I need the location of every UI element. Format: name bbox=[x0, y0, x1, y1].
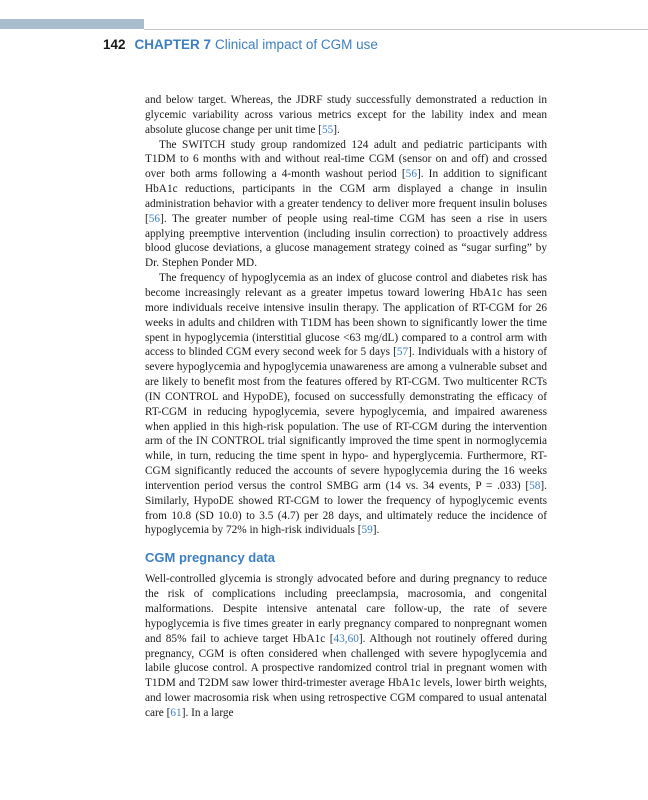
chapter-label: CHAPTER 7 bbox=[134, 37, 212, 52]
citation-link[interactable]: 43,60 bbox=[333, 632, 359, 645]
text-run: ]. Individuals with a history of severe hypoglycemia and hypoglycemia unawareness are among a vulnerable subset and are likely to benefit most from the features offered by RT-CGM. Two multicenter RCTs (IN CONTROL and HypoDE), focused on successfully demonstrating the efficacy of RT-CGM in reducing hypoglycemia, severe hypoglycemia, and impaired awareness when applied in this high-risk population. The use of RT-CGM during the intervention arm of the IN CONTROL trial significantly improved the time spent in normoglycemia while, in turn, reducing the time spent in hypo- and hyperglycemia. Furthermore, RT-CGM significantly reduced the accounts of severe hypoglycemia during the 16 weeks intervention period versus the control SMBG arm (14 vs. 34 events, P = .033) [ bbox=[145, 346, 547, 492]
text-run: ]. bbox=[333, 123, 340, 136]
main-text bbox=[145, 93, 547, 721]
paragraph bbox=[145, 572, 547, 720]
paragraph bbox=[145, 271, 547, 538]
section-heading: CGM pregnancy data bbox=[145, 550, 276, 566]
citation-link[interactable]: 58 bbox=[529, 479, 541, 492]
running-header bbox=[103, 36, 378, 54]
text-run: ]. In a large bbox=[181, 706, 234, 719]
text-run: ]. In addition to significant HbA1c reductions, participants in the CGM arm displayed a change in insulin administration behavior with a greater tendency to deliver more frequent insulin boluses [ bbox=[145, 168, 547, 225]
citation-link[interactable]: 55 bbox=[321, 123, 334, 136]
text-run: ]. Similarly, HypoDE showed RT-CGM to lower the frequency of hypoglycemic events from 10.8 (SD 10.0) to 3.5 (4.7) per 28 days, and ultimately reduce the incidence of hypoglycemia by 72% in high-risk individuals [ bbox=[145, 479, 547, 537]
header-accent-bar bbox=[0, 19, 144, 29]
text-run: Well-controlled glycemia is strongly advocated before and during pregnancy to reduce the risk of complications including preeclampsia, macrosomia, and congenital malformations. Despite intensive antenatal care follow-up, the rate of severe hypoglycemia is five times greater in early pregnancy compared to nonpregnant women and 85% fail to achieve target HbA1c [ bbox=[145, 573, 547, 645]
text-run: ]. bbox=[372, 524, 380, 537]
citation-link[interactable]: 56 bbox=[148, 212, 161, 225]
citation-link[interactable]: 56 bbox=[405, 168, 417, 181]
paragraph bbox=[145, 93, 547, 138]
page-number: 142 bbox=[103, 37, 126, 52]
chapter-title: Clinical impact of CGM use bbox=[215, 37, 378, 52]
text-run: The frequency of hypoglycemia as an index of glucose control and diabetes risk has become increasingly relevant as a greater impetus toward lowering HbA1c has seen more individuals receive intensive insulin therapy. The application of RT-CGM for 26 weeks in adults and children with T1DM has been shown to significantly lower the time spent in hypoglycemia (interstitial glucose <63 mg/dL) compared to a control arm with access to blinded CGM every second week for 5 days [ bbox=[145, 272, 547, 359]
citation-link[interactable]: 59 bbox=[361, 524, 373, 537]
citation-link[interactable]: 57 bbox=[396, 346, 409, 359]
header-rule bbox=[144, 29, 648, 30]
text-run: ]. The greater number of people using real-time CGM has seen a rise in users applying preemptive intervention (including insulin correction) to proactively address blood glucose deviations, a glucose management strategy coined as “sugar surfing” by Dr. Stephen Ponder MD. bbox=[145, 212, 547, 270]
text-run: ]. Although not routinely offered during pregnancy, CGM is often considered when challenged with severe hypoglycemia and labile glucose control. A prospective randomized control trial in pregnant women with T1DM and T2DM saw lower third-trimester average HbA1c levels, lower birth weights, and lower macrosomia risk when using retrospective CGM compared to usual antenatal care [ bbox=[145, 632, 547, 719]
paragraph bbox=[145, 138, 547, 272]
text-run: and below target. Whereas, the JDRF study successfully demonstrated a reduction in glycemic variability across various metrics except for the lability index and mean absolute glucose change per unit time [ bbox=[145, 94, 547, 136]
citation-link[interactable]: 61 bbox=[170, 706, 182, 719]
text-run: The SWITCH study group randomized 124 adult and pediatric participants with T1DM to 6 months with and without real-time CGM (sensor on and off) and crossed over both arms following a 4-month washout period [ bbox=[145, 138, 547, 181]
